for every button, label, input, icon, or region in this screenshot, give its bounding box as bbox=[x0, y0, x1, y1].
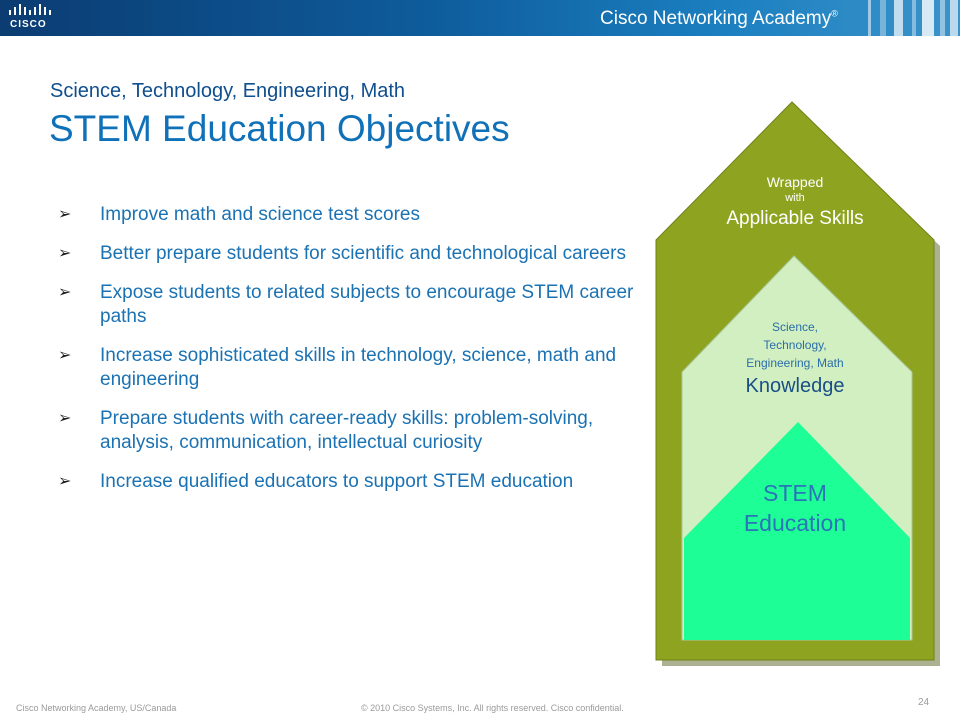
cisco-wordmark: CISCO bbox=[10, 19, 47, 30]
middle-label-line2: Technology, bbox=[763, 338, 827, 352]
header-bar bbox=[0, 0, 960, 36]
middle-label-line3: Engineering, Math bbox=[746, 356, 844, 370]
inner-label-line2: Education bbox=[743, 510, 847, 536]
slide-title: STEM Education Objectives bbox=[49, 108, 510, 149]
arrow-bullet-icon: ➢ bbox=[58, 245, 72, 262]
middle-label bbox=[695, 318, 895, 400]
arrow-bullet-icon: ➢ bbox=[58, 284, 72, 301]
arrow-bullet-icon: ➢ bbox=[58, 473, 72, 490]
trademark-symbol: ® bbox=[831, 8, 838, 19]
middle-label-line4: Knowledge bbox=[745, 375, 845, 397]
arrow-bullet-icon: ➢ bbox=[58, 347, 72, 364]
objective-text: Increase sophisticated skills in technology, science, math and engineering bbox=[100, 345, 617, 390]
footer-org: Cisco Networking Academy, US/Canada bbox=[16, 703, 177, 713]
objective-text: Prepare students with career-ready skills: problem-solving, analysis, communication, intellectual curiosity bbox=[100, 408, 594, 453]
middle-label-line1: Science, bbox=[771, 320, 819, 334]
objective-text: Expose students to related subjects to encourage STEM career paths bbox=[100, 282, 634, 327]
objective-text: Increase qualified educators to support STEM education bbox=[100, 471, 574, 492]
objective-item bbox=[58, 470, 638, 494]
objective-item bbox=[58, 203, 638, 227]
outer-label-line1: Wrapped bbox=[766, 174, 824, 190]
objectives-list bbox=[58, 203, 638, 509]
objective-item bbox=[58, 281, 638, 329]
objective-text: Improve math and science test scores bbox=[100, 204, 420, 225]
inner-label-line1: STEM bbox=[763, 480, 827, 506]
outer-label-line2: with bbox=[785, 192, 805, 204]
arrow-bullet-icon: ➢ bbox=[58, 410, 72, 427]
outer-label bbox=[695, 174, 895, 231]
stem-layers-diagram bbox=[650, 100, 950, 672]
objective-item bbox=[58, 344, 638, 392]
footer-copyright: © 2010 Cisco Systems, Inc. All rights reserved. Cisco confidential. bbox=[361, 703, 624, 713]
objective-item bbox=[58, 407, 638, 455]
slide-subtitle: Science, Technology, Engineering, Math bbox=[50, 80, 406, 102]
page-number: 24 bbox=[918, 697, 930, 708]
academy-name: Cisco Networking Academy® bbox=[600, 8, 838, 29]
cisco-bridge-icon bbox=[8, 4, 58, 18]
outer-label-line3: Applicable Skills bbox=[726, 208, 864, 229]
arrow-bullet-icon: ➢ bbox=[58, 206, 72, 223]
objective-text: Better prepare students for scientific and technological careers bbox=[100, 243, 626, 264]
inner-label bbox=[695, 478, 895, 538]
cisco-logo bbox=[8, 4, 58, 32]
objective-item bbox=[58, 242, 638, 266]
decorative-stripes bbox=[860, 0, 960, 36]
